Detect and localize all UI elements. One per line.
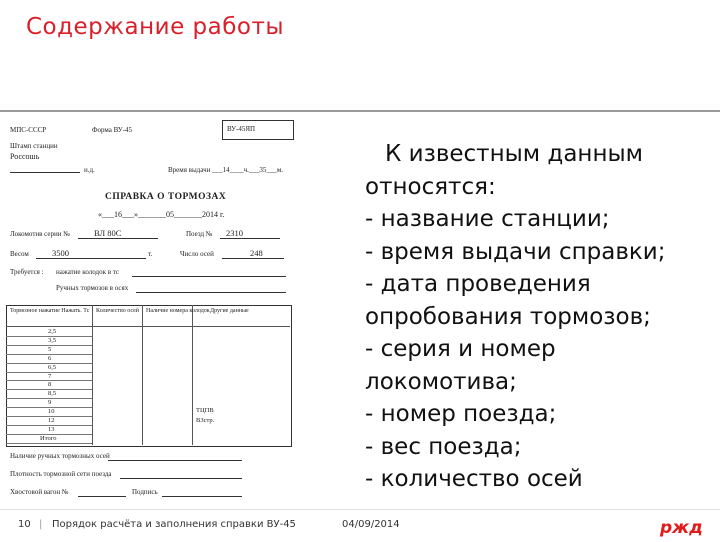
form-station: Россошь: [10, 152, 40, 161]
form-footer-line-2: Плотность тормозной сети поезда: [10, 470, 112, 478]
body-line-1: К известным данным: [385, 141, 644, 167]
table-header-pressure: Тормозное нажатие Нажать. Тс: [10, 308, 90, 314]
form-loco-value: ВЛ 80С: [94, 228, 122, 238]
body-line-7: - серия и номер: [365, 336, 556, 362]
form-required-label: Требуется :: [10, 268, 44, 276]
body-line-3: - название станции;: [365, 206, 610, 232]
form-heading: СПРАВКА О ТОРМОЗАХ: [105, 192, 227, 202]
table-row: 6: [48, 354, 52, 362]
form-issue-time: Время выдачи ___14____ч.___35___м.: [168, 166, 284, 174]
table-row: 2,5: [48, 328, 57, 335]
form-footer-line-3: Хвостовой вагон №: [10, 488, 69, 496]
form-footer-line-1: Наличие ручных тормозных осей: [10, 452, 110, 460]
table-row: 3,5: [48, 336, 57, 344]
form-loco-label: Локомотив серии №: [10, 230, 70, 238]
slide-header: [0, 0, 720, 110]
table-header-axles: Количество осей: [96, 308, 139, 314]
table-row: 12: [48, 417, 55, 424]
body-line-2: относятся:: [365, 173, 496, 200]
table-row: 10: [48, 408, 55, 416]
slide-title: Содержание работы: [26, 14, 285, 40]
form-train-value: 2310: [226, 228, 243, 238]
form-code: ВУ-45ЯП: [227, 125, 256, 133]
table-row-line: [6, 443, 92, 444]
table-row: 5: [48, 345, 52, 353]
table-header-other: Другие данные: [210, 308, 249, 314]
body-line-5: - дата проведения: [365, 271, 591, 297]
table-row: 6,5: [48, 363, 57, 371]
footer-caption: Порядок расчёта и заполнения справки ВУ-45: [52, 519, 296, 530]
table-row: 9: [48, 399, 52, 407]
table-row: Итого: [40, 434, 57, 442]
table-row: 8: [48, 381, 52, 389]
form-train-label: Поезд №: [186, 230, 213, 238]
table-row: 7: [48, 372, 52, 380]
body-line-10: - вес поезда;: [365, 433, 522, 460]
page-number: 10: [18, 519, 31, 530]
form-vu45-image: [0, 112, 305, 502]
body-line-9: - номер поезда;: [365, 401, 557, 427]
body-line-4: - время выдачи справки;: [365, 238, 666, 265]
form-footer-line-4: Подпись: [132, 488, 158, 496]
body-line-11: - количество осей: [365, 466, 583, 492]
form-weight-unit: т.: [148, 250, 153, 258]
form-axles-value: 248: [250, 248, 263, 258]
table-header-pads: Наличие номера колодок: [146, 308, 210, 314]
form-axles-label: Число осей: [180, 250, 214, 258]
form-weight-label: Весом: [10, 250, 29, 258]
rzd-logo: [658, 515, 704, 542]
footer-separator: |: [39, 519, 43, 530]
form-required-line2: Ручных тормозов в осях: [56, 284, 129, 292]
form-required-line1: нажатие колодок в тс: [56, 268, 120, 276]
table-row: 8,5: [48, 390, 57, 398]
footer-date: 04/09/2014: [342, 519, 400, 530]
form-weight-value: 3500: [52, 248, 69, 258]
slide-body-text: [365, 138, 705, 496]
form-label: Форма ВУ-45: [92, 126, 133, 134]
form-date-suffix: и.д.: [84, 166, 95, 174]
form-code-box: [222, 120, 294, 140]
form-ministry: МПС-СССР: [10, 126, 47, 134]
form-date-line: «___16___»_______05_______2014 г.: [98, 210, 225, 219]
body-line-6: опробования тормозов;: [365, 303, 651, 330]
table-row: 13: [48, 425, 55, 433]
form-stamp: Штамп станции: [10, 142, 58, 150]
body-line-8: локомотива;: [365, 368, 517, 395]
svg-text:ржд: ржд: [660, 518, 703, 537]
table-other-vzstr: ВЗстр.: [196, 417, 215, 424]
footer-divider: [0, 509, 720, 510]
rzd-logo-icon: [658, 515, 704, 537]
table-other-tcpv: ТЦПВ: [196, 407, 214, 414]
